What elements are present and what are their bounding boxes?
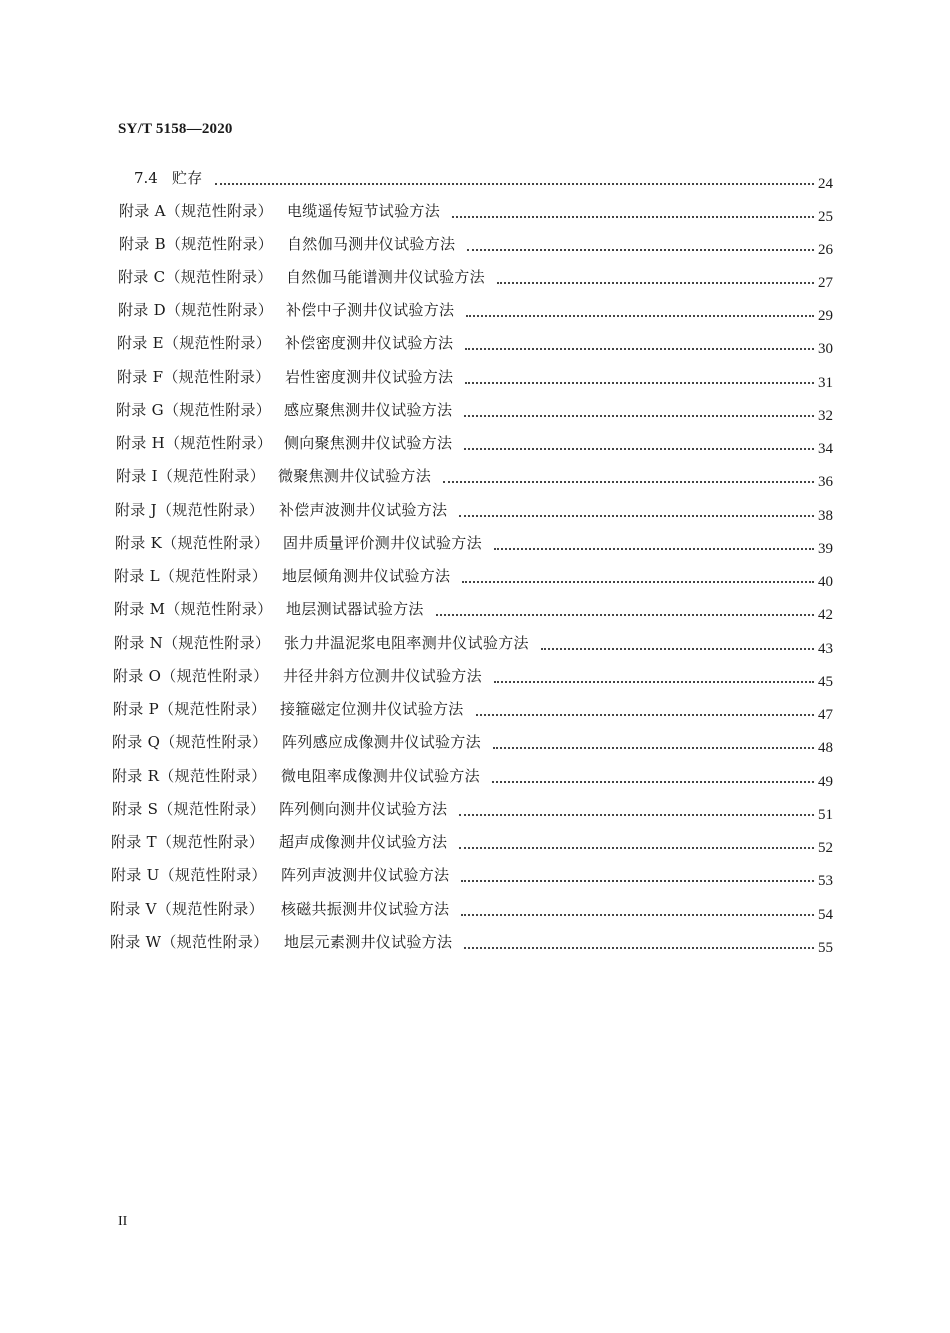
dot-leader: [494, 542, 814, 550]
page-number: 54: [818, 907, 833, 923]
page-number: 29: [818, 308, 833, 324]
page-number: 40: [818, 574, 833, 590]
standard-code: SY/T 5158—2020: [118, 121, 233, 137]
toc-entry-appendix-u[interactable]: [111, 862, 838, 889]
appendix-label: 附录 C（规范性附录）: [118, 268, 273, 286]
appendix-title: 补偿声波测井仪试验方法: [279, 501, 448, 519]
dot-leader: [464, 409, 814, 417]
appendix-label: 附录 S（规范性附录）: [112, 800, 266, 818]
dot-leader: [494, 675, 814, 683]
appendix-label: 附录 G（规范性附录）: [116, 401, 272, 419]
toc-entry-appendix-h[interactable]: [116, 430, 838, 457]
dot-leader: [436, 608, 814, 616]
appendix-title: 张力井温泥浆电阻率测井仪试验方法: [284, 634, 529, 652]
page-number: 45: [818, 674, 833, 690]
dot-leader: [462, 575, 814, 583]
appendix-title: 自然伽马测井仪试验方法: [287, 235, 456, 253]
page-number: 25: [818, 209, 833, 225]
toc-entry-appendix-s[interactable]: [112, 796, 838, 823]
appendix-title: 地层倾角测井仪试验方法: [282, 567, 451, 585]
toc-entry-appendix-m[interactable]: [114, 596, 838, 623]
appendix-label: 附录 E（规范性附录）: [117, 334, 272, 352]
toc-entry-appendix-l[interactable]: [114, 563, 838, 590]
page-number: 39: [818, 541, 833, 557]
page-number: 27: [818, 275, 833, 291]
appendix-title: 侧向聚焦测井仪试验方法: [284, 434, 453, 452]
page-number: 47: [818, 707, 833, 723]
dot-leader: [461, 874, 814, 882]
appendix-label: 附录 P（规范性附录）: [113, 700, 267, 718]
toc-entry-appendix-q[interactable]: [112, 729, 838, 756]
toc-entry-appendix-c[interactable]: [118, 264, 838, 291]
page-number: 31: [818, 375, 833, 391]
page-number: 55: [818, 940, 833, 956]
dot-leader: [466, 309, 814, 317]
toc-entry-appendix-p[interactable]: [113, 696, 838, 723]
dot-leader: [459, 509, 814, 517]
page-folio: II: [118, 1214, 128, 1229]
toc-entry-appendix-w[interactable]: [110, 929, 838, 956]
page-number: 52: [818, 840, 833, 856]
appendix-title: 感应聚焦测井仪试验方法: [284, 401, 453, 419]
section-number: 7.4: [134, 169, 158, 187]
dot-leader: [476, 708, 814, 716]
dot-leader: [467, 243, 814, 251]
toc-entry-appendix-j[interactable]: [115, 497, 838, 524]
appendix-title: 阵列声波测井仪试验方法: [281, 866, 450, 884]
appendix-title: 阵列感应成像测井仪试验方法: [282, 733, 481, 751]
toc-entry-appendix-v[interactable]: [110, 896, 838, 923]
appendix-label: 附录 T（规范性附录）: [111, 833, 265, 851]
appendix-label: 附录 F（规范性附录）: [117, 368, 271, 386]
page-number: 42: [818, 607, 833, 623]
toc-entry-appendix-e[interactable]: [117, 330, 838, 357]
dot-leader: [465, 376, 814, 384]
appendix-label: 附录 V（规范性附录）: [110, 900, 264, 918]
toc-entry-appendix-g[interactable]: [116, 397, 838, 424]
appendix-label: 附录 L（规范性附录）: [114, 567, 268, 585]
page-number: 51: [818, 807, 833, 823]
dot-leader: [541, 642, 814, 650]
dot-leader: [459, 808, 814, 816]
appendix-label: 附录 J（规范性附录）: [115, 501, 265, 519]
toc-entry-appendix-n[interactable]: [114, 630, 838, 657]
appendix-title: 岩性密度测井仪试验方法: [285, 368, 454, 386]
appendix-label: 附录 N（规范性附录）: [114, 634, 271, 652]
dot-leader: [215, 177, 814, 185]
appendix-label: 附录 H（规范性附录）: [116, 434, 273, 452]
appendix-label: 附录 D（规范性附录）: [118, 301, 274, 319]
appendix-label: 附录 I（规范性附录）: [116, 467, 265, 485]
page-number: 24: [818, 176, 833, 192]
appendix-title: 阵列侧向测井仪试验方法: [279, 800, 448, 818]
dot-leader: [465, 342, 814, 350]
page-number: 32: [818, 408, 833, 424]
page-number: 53: [818, 873, 833, 889]
appendix-title: 井径井斜方位测井仪试验方法: [283, 667, 482, 685]
toc-entry-appendix-a[interactable]: [119, 198, 838, 225]
toc-entry-appendix-b[interactable]: [119, 231, 838, 258]
toc-entry-appendix-k[interactable]: [115, 530, 838, 557]
appendix-title: 补偿中子测井仪试验方法: [286, 301, 455, 319]
dot-leader: [464, 941, 814, 949]
page-number: 26: [818, 242, 833, 258]
dot-leader: [493, 741, 814, 749]
appendix-title: 地层元素测井仪试验方法: [284, 933, 453, 951]
appendix-title: 补偿密度测井仪试验方法: [285, 334, 454, 352]
section-title: 贮存: [172, 169, 203, 187]
page-number: 49: [818, 774, 833, 790]
page-number: 36: [818, 474, 833, 490]
appendix-title: 超声成像测井仪试验方法: [279, 833, 448, 851]
toc-entry-section-7-4[interactable]: [134, 165, 838, 192]
appendix-label: 附录 R（规范性附录）: [112, 767, 267, 785]
toc-entry-appendix-r[interactable]: [112, 763, 838, 790]
appendix-label: 附录 M（规范性附录）: [114, 600, 273, 618]
appendix-title: 自然伽马能谱测井仪试验方法: [286, 268, 485, 286]
toc-entry-appendix-d[interactable]: [118, 297, 838, 324]
appendix-title: 接箍磁定位测井仪试验方法: [280, 700, 464, 718]
dot-leader: [461, 908, 814, 916]
dot-leader: [497, 276, 814, 284]
toc-entry-appendix-o[interactable]: [113, 663, 838, 690]
dot-leader: [464, 442, 814, 450]
page-number: 34: [818, 441, 833, 457]
appendix-title: 微聚焦测井仪试验方法: [278, 467, 432, 485]
toc-entry-appendix-f[interactable]: [117, 364, 838, 391]
appendix-label: 附录 U（规范性附录）: [111, 866, 267, 884]
page-number: 43: [818, 641, 833, 657]
appendix-label: 附录 K（规范性附录）: [115, 534, 270, 552]
dot-leader: [459, 841, 814, 849]
appendix-label: 附录 A（规范性附录）: [119, 202, 273, 220]
page-number: 38: [818, 508, 833, 524]
toc-entry-appendix-t[interactable]: [111, 829, 838, 856]
dot-leader: [452, 210, 814, 218]
appendix-title: 固井质量评价测井仪试验方法: [283, 534, 482, 552]
page-number: 48: [818, 740, 833, 756]
appendix-title: 电缆遥传短节试验方法: [287, 202, 441, 220]
appendix-label: 附录 Q（规范性附录）: [112, 733, 268, 751]
appendix-label: 附录 B（规范性附录）: [119, 235, 274, 253]
appendix-label: 附录 O（规范性附录）: [113, 667, 269, 685]
appendix-title: 核磁共振测井仪试验方法: [281, 900, 450, 918]
appendix-label: 附录 W（规范性附录）: [110, 933, 269, 951]
appendix-title: 地层测试器试验方法: [286, 600, 424, 618]
dot-leader: [492, 775, 814, 783]
appendix-title: 微电阻率成像测井仪试验方法: [281, 767, 480, 785]
toc-entry-appendix-i[interactable]: [116, 463, 838, 490]
page-number: 30: [818, 341, 833, 357]
dot-leader: [443, 475, 814, 483]
